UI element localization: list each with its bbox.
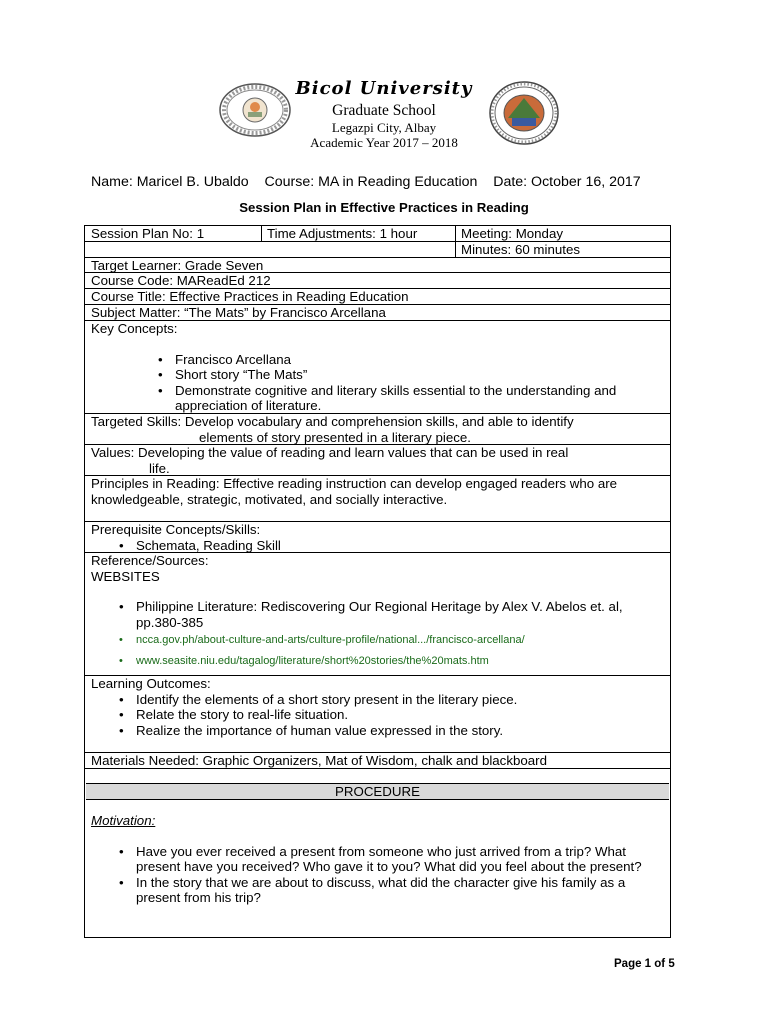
session-plan-title: Session Plan in Effective Practices in Reading (239, 200, 529, 215)
list-item: • Short story “The Mats” (154, 367, 656, 383)
course-code: Course Code: MAReadEd 212 (91, 273, 271, 288)
time-adjustments: Time Adjustments: 1 hour (267, 226, 418, 241)
prerequisite-list (91, 538, 664, 554)
school-name: Graduate School (332, 102, 436, 119)
learning-outcomes-list (91, 692, 664, 739)
session-plan-table (84, 225, 671, 938)
university-seal-logo (488, 80, 560, 146)
materials-needed: Materials Needed: Graphic Organizers, Mat of Wisdom, chalk and blackboard (91, 753, 547, 768)
learning-outcomes (85, 676, 670, 738)
targeted-skills-line-2: elements of story presented in a literary piece. (199, 429, 471, 445)
list-item: • Have you ever received a present from someone who just arrived from a trip? What present have you received? Who gave it to you? What did you feel about the present? (115, 844, 654, 875)
meeting-day: Meeting: Monday (461, 226, 563, 241)
reference-book: • Philippine Literature: Rediscovering Our Regional Heritage by Alex V. Abelos et. al, pp.380-385 (115, 599, 650, 630)
info-line (91, 174, 691, 190)
academic-year: Academic Year 2017 – 2018 (310, 135, 458, 150)
session-plan-number: Session Plan No: 1 (91, 226, 205, 241)
prerequisite-concepts (85, 522, 670, 553)
targeted-skills (85, 414, 670, 445)
list-item: • Demonstrate cognitive and literary skills essential to the understanding and appreciation of literature. (154, 383, 656, 414)
key-concepts-list (91, 352, 664, 414)
document-date: Date: October 16, 2017 (493, 174, 641, 190)
procedure-header: PROCEDURE (86, 783, 669, 800)
reference-label: Reference/Sources: (91, 553, 209, 568)
list-item: • Relate the story to real-life situation. (115, 707, 664, 723)
key-concepts (85, 321, 670, 414)
key-concepts-label: Key Concepts: (91, 321, 178, 336)
city-name: Legazpi City, Albay (331, 120, 437, 135)
student-name: Name: Maricel B. Ubaldo (91, 174, 249, 190)
principles-in-reading: Principles in Reading: Effective reading instruction can develop engaged readers who are knowledgeable, strategic, motivated, and socially interactive. (91, 476, 618, 507)
session-minutes: Minutes: 60 minutes (461, 242, 580, 257)
values-line-1: Values: Developing the value of reading and learn values that can be used in real (91, 445, 569, 460)
targeted-skills-line-1: Targeted Skills: Develop vocabulary and comprehension skills, and able to identify (91, 414, 574, 429)
list-item: • In the story that we are about to discuss, what did the character give his family as a present from his trip? (115, 875, 654, 906)
row-divider (85, 768, 670, 769)
reference-link[interactable]: • ncca.gov.ph/about-culture-and-arts/culture-profile/national.../francisco-arcellana/ (115, 633, 650, 654)
values-line-2: life. (149, 460, 170, 476)
list-item: • Francisco Arcellana (154, 352, 656, 368)
page-number: Page 1 of 5 (614, 958, 675, 970)
subject-matter-value: “The Mats” by Francisco Arcellana (184, 305, 386, 320)
prerequisite-label: Prerequisite Concepts/Skills: (91, 522, 261, 537)
motivation-section (85, 813, 670, 906)
motivation-list (91, 844, 664, 906)
reference-list (91, 599, 664, 670)
subject-matter (85, 305, 670, 321)
websites-label: WEBSITES (91, 568, 160, 584)
target-learner: Target Learner: Grade Seven (91, 258, 264, 273)
list-item: • Schemata, Reading Skill (115, 538, 664, 554)
learning-outcomes-label: Learning Outcomes: (91, 676, 211, 691)
list-item: • Realize the importance of human value expressed in the story. (115, 723, 664, 739)
list-item: • Identify the elements of a short story present in the literary piece. (115, 692, 664, 708)
subject-matter-label: Subject Matter: (91, 305, 185, 320)
motivation-label: Motivation: (91, 813, 156, 828)
reference-link[interactable]: • www.seasite.niu.edu/tagalog/literature/short%20stories/the%20mats.htm (115, 654, 650, 670)
course-title: Course Title: Effective Practices in Reading Education (91, 289, 409, 304)
course-name: Course: MA in Reading Education (264, 174, 478, 190)
document-header (0, 78, 768, 158)
references (85, 553, 670, 670)
university-name: Bicol University (295, 78, 473, 99)
values (85, 445, 670, 476)
